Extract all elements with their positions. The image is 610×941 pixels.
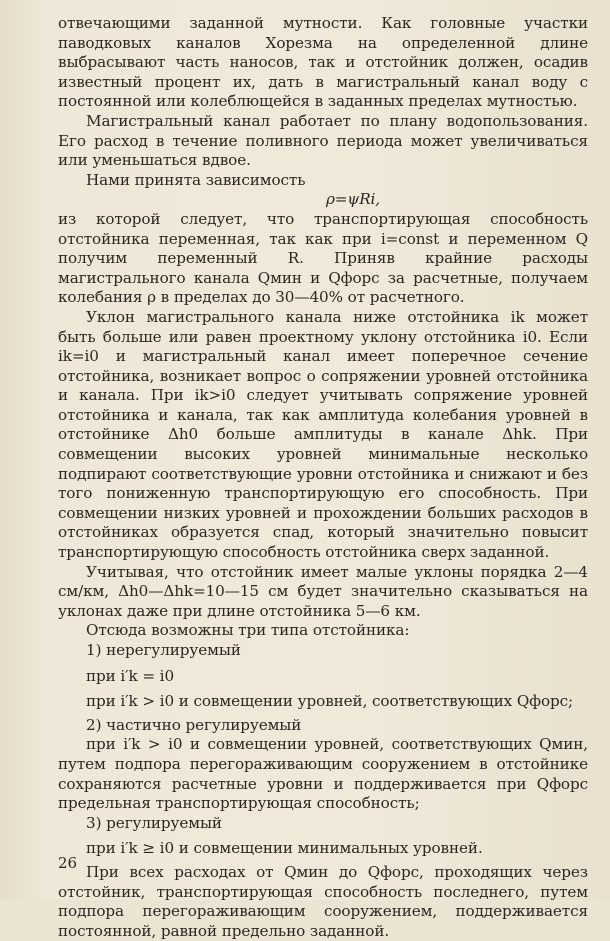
paragraph-8: При всех расходах от Qмин до Qфорс, проходящих через отстойник, транспортирующая способность последнего, путем подпора перегораживающим сооружением, поддерживается постоянной, равной предельно заданной. [58,862,588,940]
type-3-case: при i′k ≥ i0 и совмещении минимальных уровней. [86,839,483,858]
paragraph-7: Отсюда возможны три типа отстойника: [86,621,410,640]
paragraph-1: отвечающими заданной мутности. Как головные участки паводковых каналов Хорезма на определенной длине выбрасывают часть наносов, так и отстойник должен, осадив известный процент их, дать в магистральный канал воду с постоянной или колеблющейся в заданных пределах мутностью. [58,14,588,111]
paragraph-2: Магистральный канал работает по плану водопользования. Его расход в течение поливного периода может увеличиваться или уменьшаться вдвое. [58,111,588,170]
page-number: 26 [58,854,78,872]
formula: ρ=ψRi, [325,190,381,209]
type-3-heading: 3) регулируемый [86,813,222,832]
page-text [58,14,588,941]
type-1-case-a: при i′k = i0 [86,666,175,685]
type-2-case: при i′k > i0 и совмещении уровней, соответствующих Qмин, путем подпора перегораживающим сооружением в отстойнике сохраняются расчетные уровни и поддерживается при Qфорс предельная транспортирующая способность; [58,735,588,813]
paragraph-5: Уклон магистрального канала ниже отстойника ik может быть больше или равен проектному уклону отстойника i0. Если ik=i0 и магистральный канал имеет поперечное сечение отстойника, возникает вопрос о сопряжении уровней отстойника и канала. При ik>i0 следует учитывать сопряжение уровней отстойника и канала, так как амплитуда колебания уровней в отстойнике Δh0 больше амплитуды в канале Δhk. При совмещении высоких уровней минимальные несколько подпирают соответствующие уровни отстойника и снижают и без того пониженную транспортирующую его способность. При совмещении низких уровней и прохождении больших расходов в отстойниках образуется спад, который значительно повысит транспортирующую способность отстойника сверх заданной. [58,307,588,562]
type-1-case-b: при i′k > i0 и совмещении уровней, соответствующих Qфорс; [86,692,574,711]
paragraph-3: Нами принята зависимость [86,170,306,189]
type-2-heading: 2) частично регулируемый [86,715,302,734]
paragraph-4: из которой следует, что транспортирующая способность отстойника переменная, так как при i=const и переменном Q получим переменный R. Приняв крайние расходы магистрального канала Qмин и Qфорс за расчетные, получаем колебания ρ в пределах до 30—40% от расчетного. [58,209,588,307]
paragraph-6: Учитывая, что отстойник имеет малые уклоны порядка 2—4 см/км, Δh0—Δhk=10—15 см будет значительно сказываться на уклонах даже при длине отстойника 5—6 км. [58,562,588,620]
type-1-heading: 1) нерегулируемый [86,641,241,659]
